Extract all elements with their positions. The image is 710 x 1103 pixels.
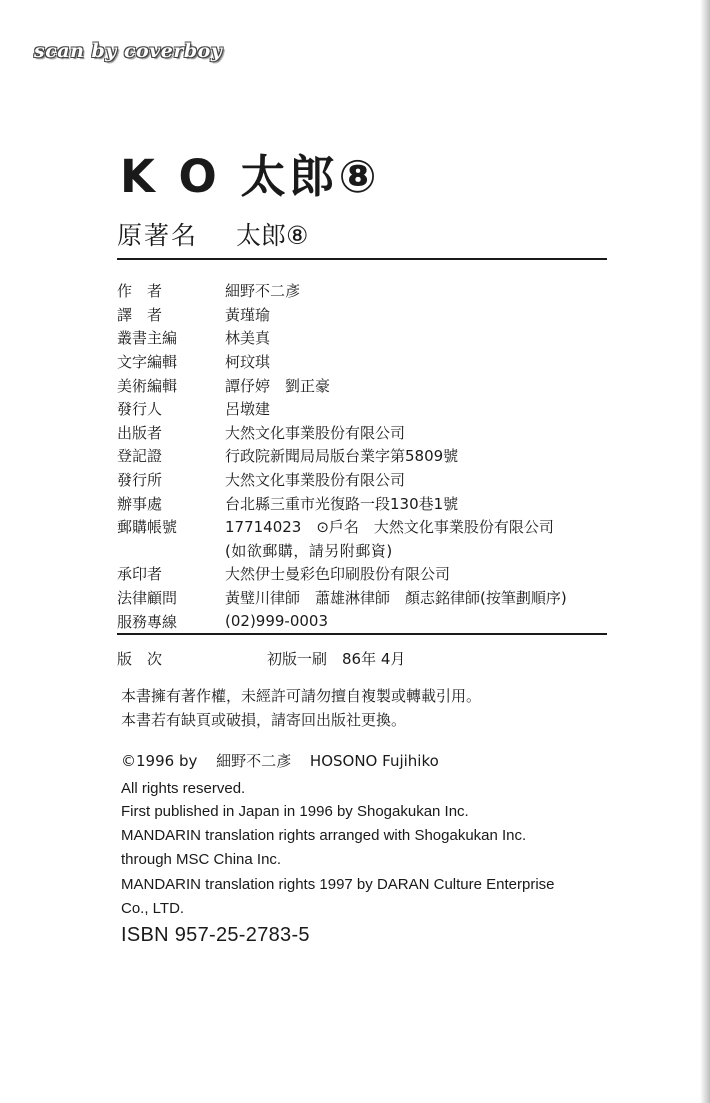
credit-value: (如欲郵購，請另附郵資) bbox=[225, 541, 393, 560]
copyright-year: ©1996 by bbox=[121, 752, 198, 770]
scan-credit-watermark: scan by coverboy bbox=[34, 40, 223, 62]
credit-label: 出版者 bbox=[117, 423, 163, 442]
credit-row bbox=[117, 562, 617, 586]
credit-value: 黃璧川律師 蕭雄淋律師 顏志銘律師(按筆劃順序) bbox=[225, 589, 567, 608]
credit-row bbox=[117, 539, 617, 563]
edition-value: 初版一刷 86年 4月 bbox=[267, 650, 406, 668]
isbn: ISBN 957-25-2783-5 bbox=[121, 924, 310, 946]
rights-line: MANDARIN translation rights arranged with Shogakukan Inc. bbox=[121, 827, 527, 844]
credit-value: 呂墩建 bbox=[225, 400, 271, 419]
credit-value: 林美真 bbox=[225, 329, 271, 348]
credit-row bbox=[117, 326, 617, 350]
credit-row bbox=[117, 421, 617, 445]
divider-bottom bbox=[117, 633, 607, 635]
replacement-notice: 本書若有缺頁或破損，請寄回出版社更換。 bbox=[121, 711, 407, 729]
credit-label: 文字編輯 bbox=[117, 353, 178, 372]
credit-value: 細野不二彥 bbox=[225, 282, 301, 301]
credit-row bbox=[117, 279, 617, 303]
credit-label: 法律顧問 bbox=[117, 589, 178, 608]
credit-value: 柯玟琪 bbox=[225, 353, 271, 372]
original-title bbox=[117, 216, 308, 252]
original-title-value: 太郎⑧ bbox=[235, 221, 309, 250]
credit-label: 美術編輯 bbox=[117, 376, 178, 395]
original-title-label: 原著名 bbox=[117, 221, 199, 250]
book-title: K O 太郎⑧ bbox=[120, 150, 381, 203]
credit-value: 大然伊士曼彩色印刷股份有限公司 bbox=[225, 565, 451, 584]
credit-row bbox=[117, 609, 617, 633]
edition-info bbox=[117, 648, 405, 669]
credit-row bbox=[117, 586, 617, 610]
credit-row bbox=[117, 303, 617, 327]
rights-line: Co., LTD. bbox=[121, 900, 185, 917]
credit-label: 服務專線 bbox=[117, 612, 178, 631]
credit-value: (02)999-0003 bbox=[225, 612, 329, 631]
credit-row bbox=[117, 397, 617, 421]
credit-row bbox=[117, 515, 617, 539]
credit-label: 郵購帳號 bbox=[117, 518, 178, 537]
credit-row bbox=[117, 373, 617, 397]
rights-line: All rights reserved. bbox=[121, 780, 246, 797]
credit-value: 行政院新聞局局版台業字第5809號 bbox=[225, 447, 459, 466]
credit-label: 作 者 bbox=[117, 282, 163, 301]
credit-value: 譚伃婷 劉正豪 bbox=[225, 376, 331, 395]
credit-label: 發行所 bbox=[117, 471, 163, 490]
credits-table bbox=[117, 279, 617, 633]
credit-value: 大然文化事業股份有限公司 bbox=[225, 423, 406, 442]
rights-line: through MSC China Inc. bbox=[121, 851, 282, 868]
credit-value: 台北縣三重市光復路一段130巷1號 bbox=[225, 494, 459, 513]
credit-label: 譯 者 bbox=[117, 305, 163, 324]
credit-label: 辦事處 bbox=[117, 494, 163, 513]
copyright-author-en: HOSONO Fujihiko bbox=[309, 752, 439, 770]
rights-line: First published in Japan in 1996 by Shogakukan Inc. bbox=[121, 803, 469, 820]
page-edge bbox=[700, 0, 710, 1103]
edition-label: 版 次 bbox=[117, 650, 163, 668]
copyright-author-cn: 細野不二彥 bbox=[216, 752, 292, 770]
credit-row bbox=[117, 350, 617, 374]
copyright-line bbox=[121, 750, 453, 771]
copyright-notice: 本書擁有著作權，未經許可請勿擅自複製或轉載引用。 bbox=[121, 687, 482, 705]
credit-label: 叢書主編 bbox=[117, 329, 178, 348]
credit-row bbox=[117, 491, 617, 515]
credit-label: 承印者 bbox=[117, 565, 163, 584]
credit-label: 登記證 bbox=[117, 447, 163, 466]
credit-label: 發行人 bbox=[117, 400, 163, 419]
credit-value: 17714023 ⊙戶名 大然文化事業股份有限公司 bbox=[225, 518, 554, 537]
credit-value: 大然文化事業股份有限公司 bbox=[225, 471, 406, 490]
rights-line: MANDARIN translation rights 1997 by DARAN Culture Enterprise bbox=[121, 876, 555, 893]
divider-top bbox=[117, 258, 607, 260]
credit-row bbox=[117, 468, 617, 492]
credit-row bbox=[117, 444, 617, 468]
credit-value: 黃瑾瑜 bbox=[225, 305, 271, 324]
